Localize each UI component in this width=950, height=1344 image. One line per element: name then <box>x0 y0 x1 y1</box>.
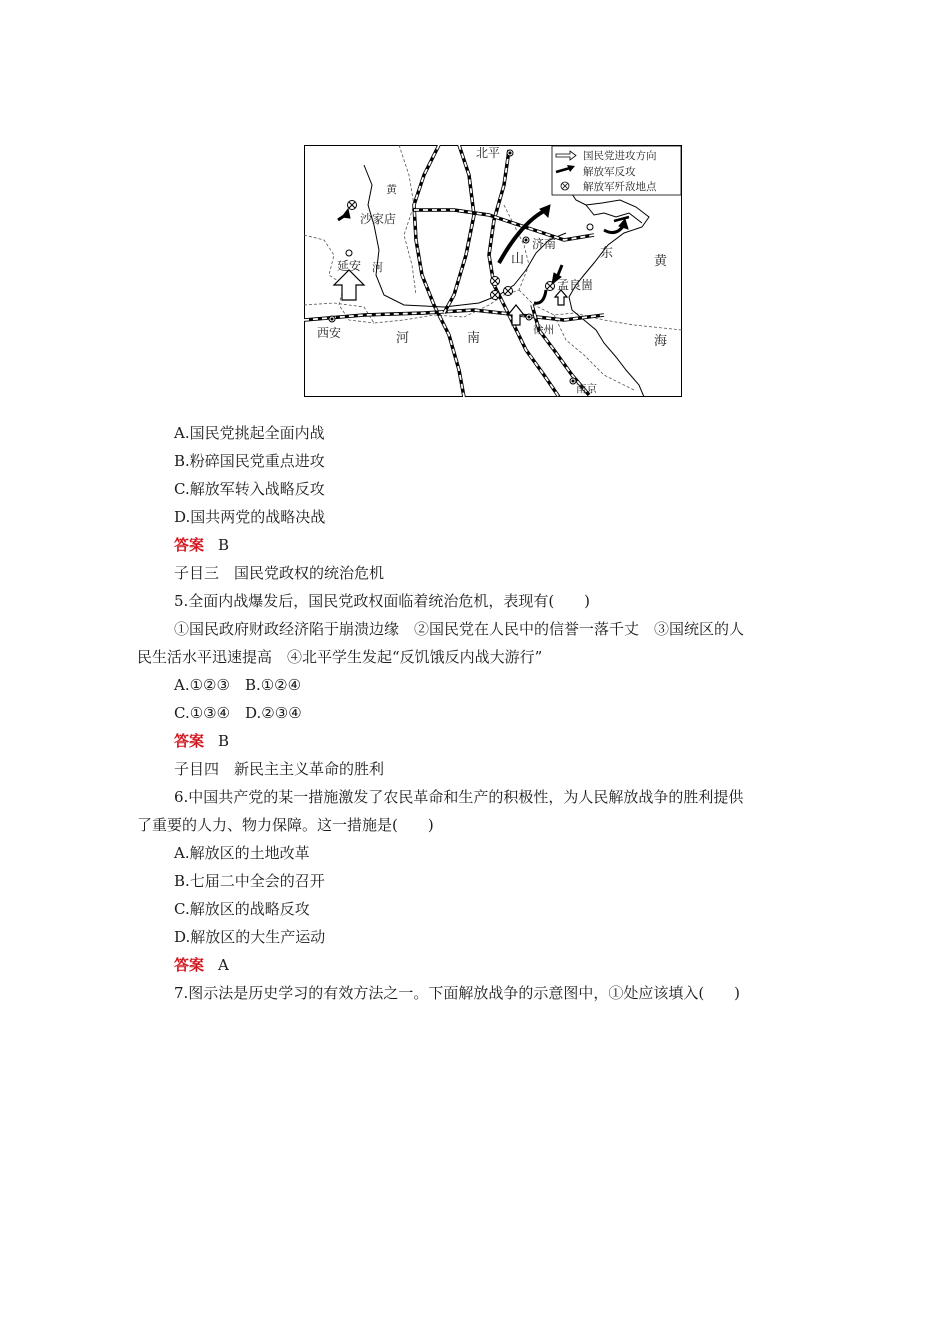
label-menglianggu: 孟良崮 <box>557 278 594 292</box>
label-yanan: 延安 <box>337 259 362 273</box>
legend-counter-label: 解放军反攻 <box>583 166 636 178</box>
q4-option-b: B.粉碎国民党重点进攻 <box>174 452 325 470</box>
label-nanjing: 南京 <box>576 383 597 395</box>
q4-option-d: D.国共两党的战略决战 <box>174 508 326 526</box>
q6-stem-line-1: 6.中国共产党的某一措施激发了农民革命和生产的积极性，为人民解放战争的胜利提供 <box>174 788 744 806</box>
q5-answer <box>174 731 229 751</box>
q5-items-line-2: 民生活水平迅速提高 ④北平学生发起“反饥饿反内战大游行” <box>137 648 543 666</box>
q6-option-d: D.解放区的大生产运动 <box>174 928 326 946</box>
label-shandong-dong: 东 <box>600 246 614 261</box>
map-legend <box>552 146 681 195</box>
label-huang-river-1: 黄 <box>386 183 397 196</box>
legend-attack-label: 国民党进攻方向 <box>583 150 657 162</box>
label-henan-he: 河 <box>396 331 410 346</box>
q5-items-line-1: ①国民政府财政经济陷于崩溃边缘 ②国民党在人民中的信誉一落千丈 ③国统区的人 <box>174 620 745 638</box>
answer-label: 答案 <box>174 732 205 750</box>
answer-value: B <box>218 732 230 750</box>
q4-option-a: A.国民党挑起全面内战 <box>174 424 325 442</box>
q4-option-c: C.解放军转入战略反攻 <box>174 480 325 498</box>
subsection-3-title: 子目三 国民党政权的统治危机 <box>174 564 385 582</box>
q5-options-line-1: A.①②③ B.①②④ <box>174 676 302 694</box>
q7-stem: 7.图示法是历史学习的有效方法之一。下面解放战争的示意图中，①处应该填入( ) <box>174 984 741 1002</box>
campaign-map <box>304 145 682 397</box>
label-shajiadian: 沙家店 <box>360 212 397 226</box>
q5-options-line-2: C.①③④ D.②③④ <box>174 704 302 722</box>
q6-stem-line-2: 了重要的人力、物力保障。这一措施是( ) <box>137 816 434 834</box>
answer-value: B <box>218 536 230 554</box>
answer-label: 答案 <box>174 536 205 554</box>
label-xuzhou: 徐州 <box>533 324 554 336</box>
q4-answer <box>174 535 229 555</box>
label-xian: 西安 <box>317 326 342 340</box>
subsection-4-title: 子目四 新民主主义革命的胜利 <box>174 760 385 778</box>
q5-stem: 5.全面内战爆发后，国民党政权面临着统治危机，表现有( ) <box>174 592 591 610</box>
q6-option-c: C.解放区的战略反攻 <box>174 900 310 918</box>
legend-annihilation-label: 解放军歼敌地点 <box>583 181 657 193</box>
label-yellow-sea-huang: 黄 <box>654 254 668 269</box>
answer-label: 答案 <box>174 956 205 974</box>
label-henan-nan: 南 <box>467 331 481 346</box>
q6-answer <box>174 955 229 975</box>
q6-option-a: A.解放区的土地改革 <box>174 844 310 862</box>
label-jinan: 济南 <box>532 237 557 251</box>
label-shandong-shan: 山 <box>511 252 525 267</box>
label-yellow-sea-hai: 海 <box>654 334 668 349</box>
label-beiping: 北平 <box>476 146 501 160</box>
answer-value: A <box>218 956 229 974</box>
q6-option-b: B.七届二中全会的召开 <box>174 872 325 890</box>
label-he-river-1: 河 <box>372 261 383 274</box>
